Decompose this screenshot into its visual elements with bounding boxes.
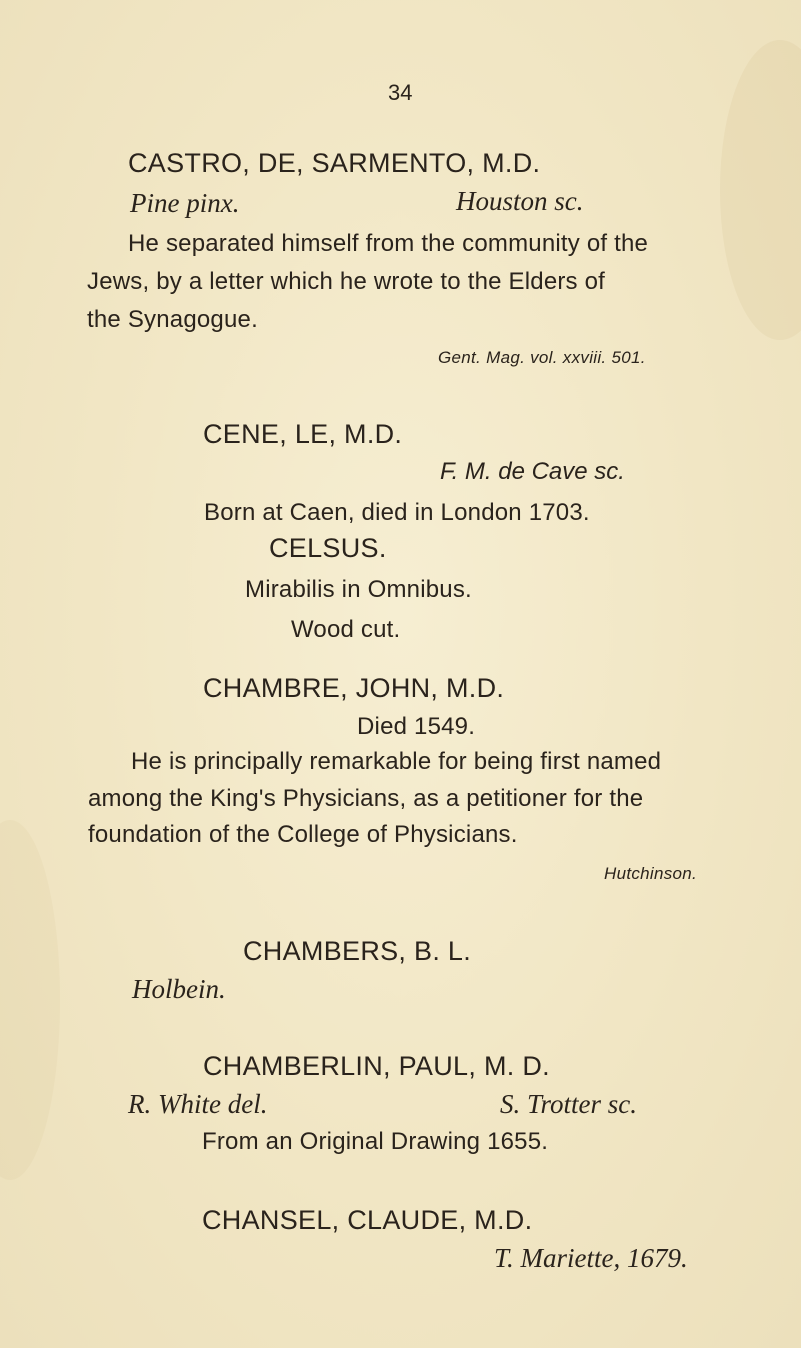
entry-note: Mirabilis in Omnibus.: [245, 576, 472, 603]
entry-note: Wood cut.: [291, 616, 401, 643]
engraver-credit: F. M. de Cave sc.: [440, 458, 625, 485]
entry-title: CHAMBERS, B. L.: [243, 936, 472, 966]
entry-note: From an Original Drawing 1655.: [202, 1128, 549, 1155]
entry-title: CASTRO, DE, SARMENTO, M.D.: [128, 148, 541, 178]
entry-title: CHANSEL, CLAUDE, M.D.: [202, 1205, 533, 1235]
entry-note: among the King's Physicians, as a petitioner for the: [88, 785, 644, 812]
entry-note: the Synagogue.: [87, 306, 258, 333]
entry-note: Died 1549.: [357, 713, 476, 740]
engraver-credit: Houston sc.: [456, 186, 584, 216]
painter-credit: Pine pinx.: [130, 188, 240, 218]
paper-stain: [720, 40, 801, 340]
entry-title: CENE, LE, M.D.: [203, 419, 403, 449]
entry-title: CHAMBRE, JOHN, M.D.: [203, 673, 505, 703]
source-citation: Gent. Mag. vol. xxviii. 501.: [438, 348, 646, 367]
engraver-credit: S. Trotter sc.: [500, 1089, 638, 1119]
entry-note: He is principally remarkable for being first named: [131, 748, 662, 775]
entry-note: foundation of the College of Physicians.: [88, 821, 518, 848]
entry-note: Born at Caen, died in London 1703.: [204, 499, 590, 526]
painter-credit: R. White del.: [128, 1089, 268, 1119]
entry-title: CHAMBERLIN, PAUL, M. D.: [203, 1051, 550, 1081]
entry-note: Jews, by a letter which he wrote to the Elders of: [87, 268, 606, 295]
source-citation: Hutchinson.: [604, 864, 698, 883]
painter-credit: Holbein.: [132, 974, 226, 1004]
engraver-credit: T. Mariette, 1679.: [494, 1243, 688, 1273]
entry-title: CELSUS.: [269, 533, 387, 563]
entry-note: He separated himself from the community of the: [128, 230, 649, 257]
paper-stain: [0, 820, 60, 1180]
page-number: 34: [388, 80, 413, 105]
